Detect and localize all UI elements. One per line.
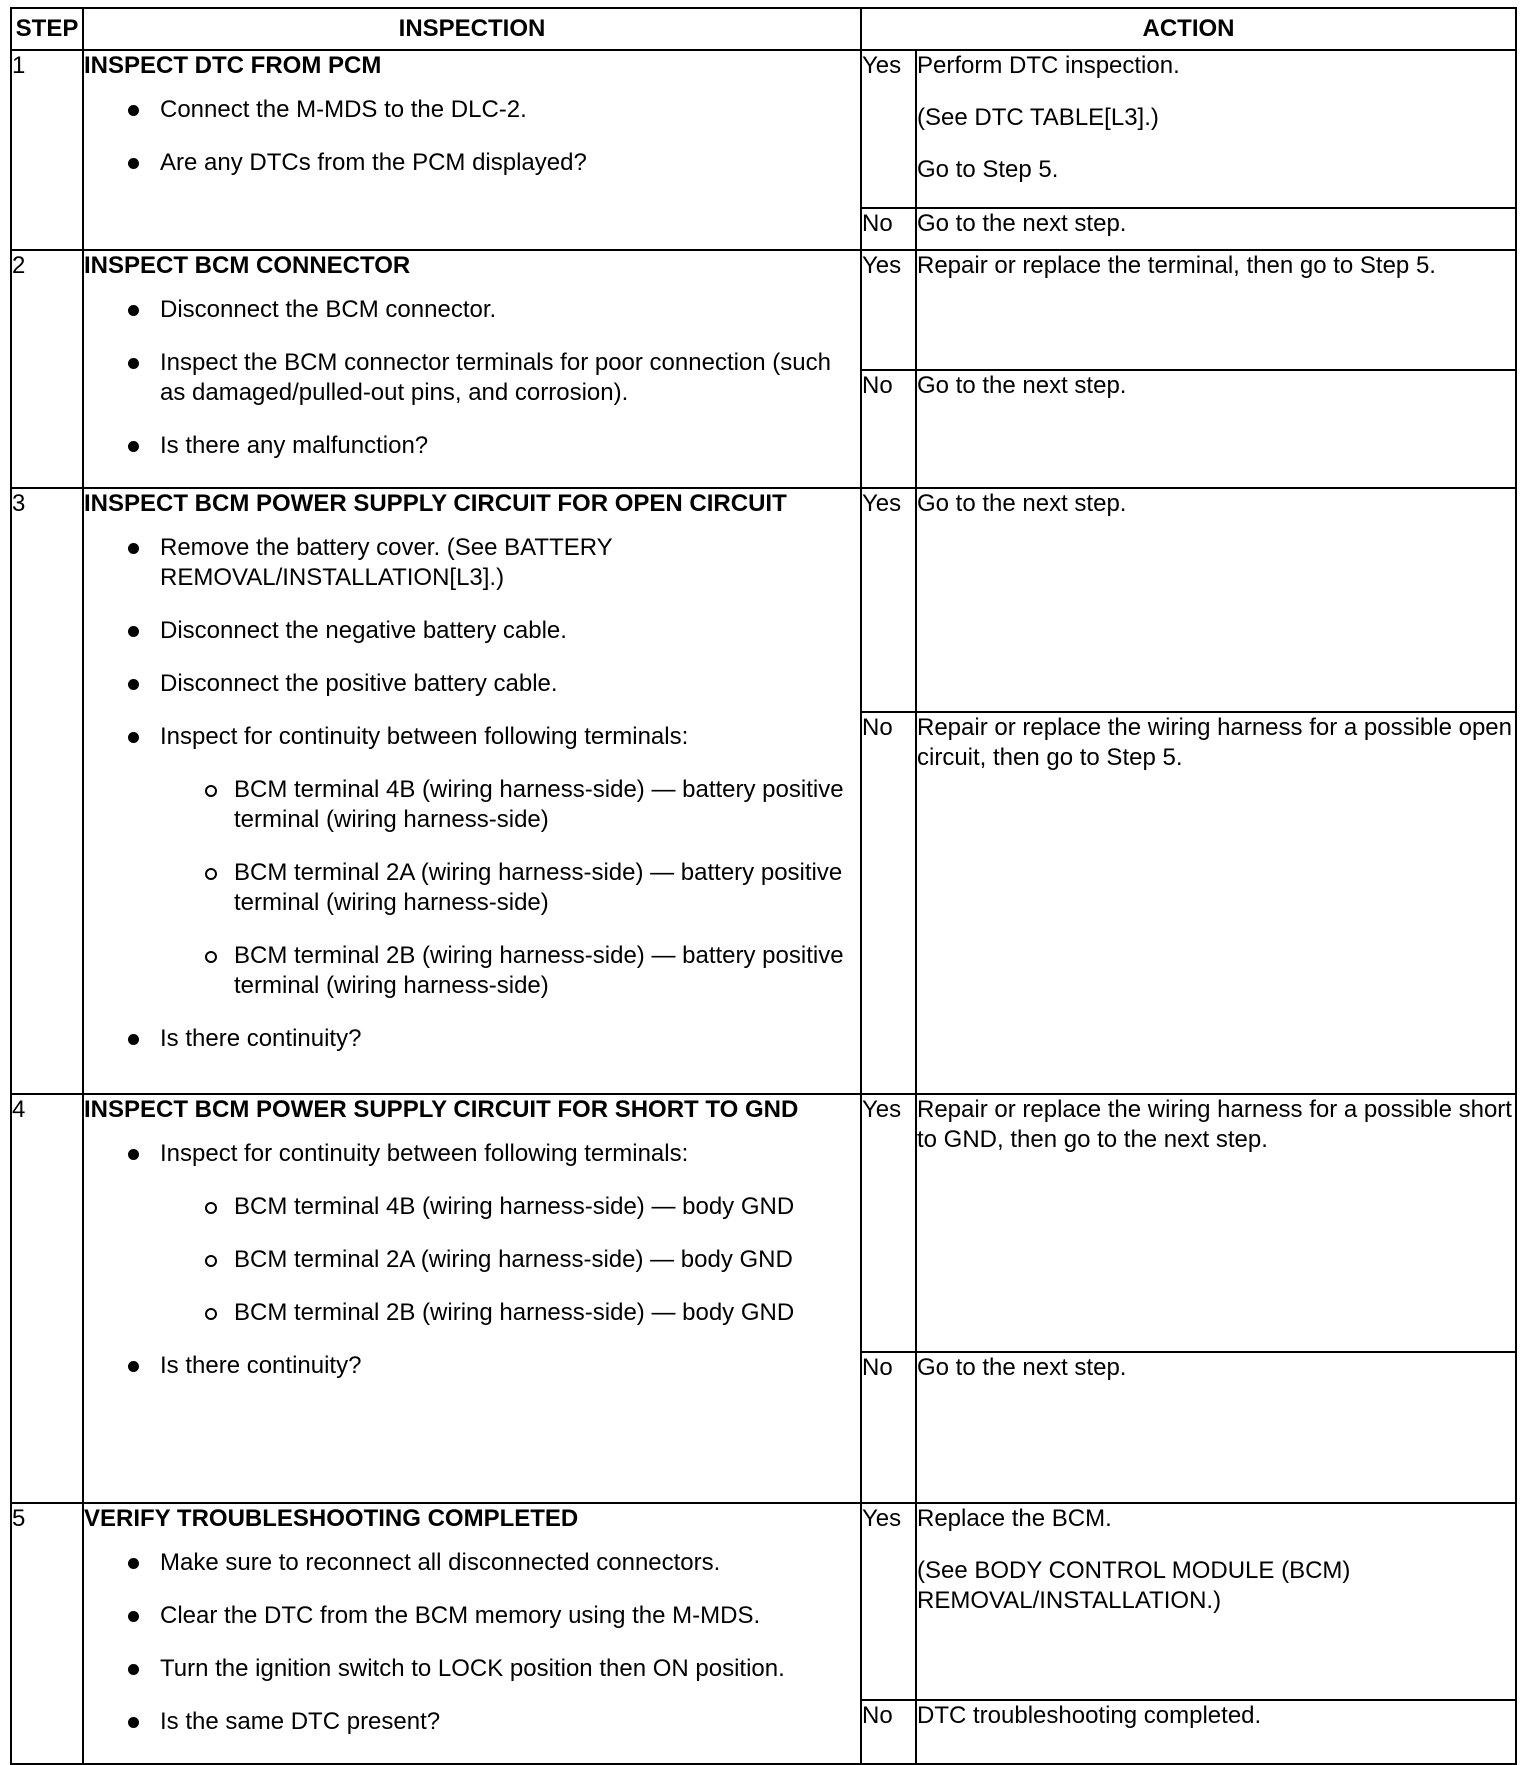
no-action (916, 712, 1516, 1094)
no-action (916, 1352, 1516, 1503)
no-label: No (861, 1352, 916, 1503)
inspection-bullet: Remove the battery cover. (See BATTERY REMOVAL/INSTALLATION[L3].) (84, 533, 860, 593)
action-text: DTC troubleshooting completed. (917, 1702, 1262, 1729)
action-text: (See DTC TABLE[L3].) (917, 104, 1159, 131)
sub-bullet: BCM terminal 2A (wiring harness-side) — body GND (160, 1245, 860, 1275)
inspection-bullet: Is the same DTC present? (84, 1707, 860, 1737)
sub-bullet: BCM terminal 4B (wiring harness-side) — body GND (160, 1192, 860, 1222)
no-action (916, 208, 1516, 250)
step-5-yes-row (11, 1503, 1516, 1700)
inspection-bullet (84, 1139, 860, 1328)
step-4-yes-row (11, 1094, 1516, 1352)
sub-bullet: BCM terminal 4B (wiring harness-side) — battery positive terminal (wiring harness-side) (160, 775, 860, 835)
bullet-text: Inspect for continuity between following terminals: (160, 1140, 689, 1167)
step-number: 5 (11, 1503, 83, 1764)
yes-label: Yes (861, 1503, 916, 1700)
inspection-bullet: Is there continuity? (84, 1351, 860, 1381)
action-text: Repair or replace the terminal, then go to Step 5. (917, 252, 1436, 279)
action-text: Go to Step 5. (917, 156, 1059, 183)
bullet-text: Inspect for continuity between following terminals: (160, 723, 689, 750)
sub-bullet: BCM terminal 2B (wiring harness-side) — body GND (160, 1298, 860, 1328)
step-number: 4 (11, 1094, 83, 1503)
no-action (916, 1700, 1516, 1764)
step-3-inspection (83, 488, 861, 1094)
yes-label: Yes (861, 1094, 916, 1352)
step-2-yes-row (11, 250, 1516, 370)
inspection-bullet: Is there continuity? (84, 1024, 860, 1054)
inspection-bullet: Disconnect the negative battery cable. (84, 616, 860, 646)
yes-action (916, 50, 1516, 208)
yes-action (916, 1503, 1516, 1700)
action-text: Go to the next step. (917, 372, 1127, 399)
inspection-title: INSPECT BCM POWER SUPPLY CIRCUIT FOR OPEN CIRCUIT (84, 490, 787, 517)
action-text: Repair or replace the wiring harness for a possible open circuit, then go to Step 5. (917, 714, 1512, 771)
action-header: ACTION (861, 8, 1516, 50)
step-2-inspection (83, 250, 861, 488)
step-1-yes-row (11, 50, 1516, 208)
step-number: 3 (11, 488, 83, 1094)
sub-bullet: BCM terminal 2A (wiring harness-side) — battery positive terminal (wiring harness-side) (160, 858, 860, 918)
inspection-bullet: Make sure to reconnect all disconnected connectors. (84, 1548, 860, 1578)
inspection-bullet: Are any DTCs from the PCM displayed? (84, 148, 860, 178)
yes-action (916, 1094, 1516, 1352)
inspection-bullet (84, 722, 860, 1001)
action-text: Go to the next step. (917, 490, 1127, 517)
inspection-bullet: Turn the ignition switch to LOCK position then ON position. (84, 1654, 860, 1684)
troubleshooting-table (10, 7, 1517, 1765)
action-text: Repair or replace the wiring harness for a possible short to GND, then go to the next step. (917, 1096, 1512, 1153)
inspection-title: VERIFY TROUBLESHOOTING COMPLETED (84, 1505, 579, 1532)
header-row (11, 8, 1516, 50)
step-3-yes-row (11, 488, 1516, 712)
action-text: (See BODY CONTROL MODULE (BCM) REMOVAL/INSTALLATION.) (917, 1557, 1351, 1614)
action-text: Go to the next step. (917, 210, 1127, 237)
step-4-inspection (83, 1094, 861, 1503)
step-header: STEP (11, 8, 83, 50)
step-number: 1 (11, 50, 83, 250)
inspection-title: INSPECT BCM CONNECTOR (84, 252, 411, 279)
action-text: Go to the next step. (917, 1354, 1127, 1381)
no-label: No (861, 208, 916, 250)
inspection-bullet: Is there any malfunction? (84, 431, 860, 461)
yes-action (916, 250, 1516, 370)
inspection-title: INSPECT BCM POWER SUPPLY CIRCUIT FOR SHORT TO GND (84, 1096, 799, 1123)
yes-label: Yes (861, 50, 916, 208)
yes-action (916, 488, 1516, 712)
step-5-inspection (83, 1503, 861, 1764)
no-label: No (861, 1700, 916, 1764)
inspection-bullet: Connect the M-MDS to the DLC-2. (84, 95, 860, 125)
step-number: 2 (11, 250, 83, 488)
yes-label: Yes (861, 488, 916, 712)
inspection-bullet: Inspect the BCM connector terminals for poor connection (such as damaged/pulled-out pins, and corrosion). (84, 348, 860, 408)
inspection-header: INSPECTION (83, 8, 861, 50)
inspection-title: INSPECT DTC FROM PCM (84, 52, 382, 79)
action-text: Perform DTC inspection. (917, 52, 1180, 79)
inspection-bullet: Clear the DTC from the BCM memory using the M-MDS. (84, 1601, 860, 1631)
action-text: Replace the BCM. (917, 1505, 1112, 1532)
inspection-bullet: Disconnect the BCM connector. (84, 295, 860, 325)
sub-bullet: BCM terminal 2B (wiring harness-side) — battery positive terminal (wiring harness-side) (160, 941, 860, 1001)
inspection-bullet: Disconnect the positive battery cable. (84, 669, 860, 699)
yes-label: Yes (861, 250, 916, 370)
no-label: No (861, 370, 916, 488)
step-1-inspection (83, 50, 861, 250)
no-action (916, 370, 1516, 488)
no-label: No (861, 712, 916, 1094)
